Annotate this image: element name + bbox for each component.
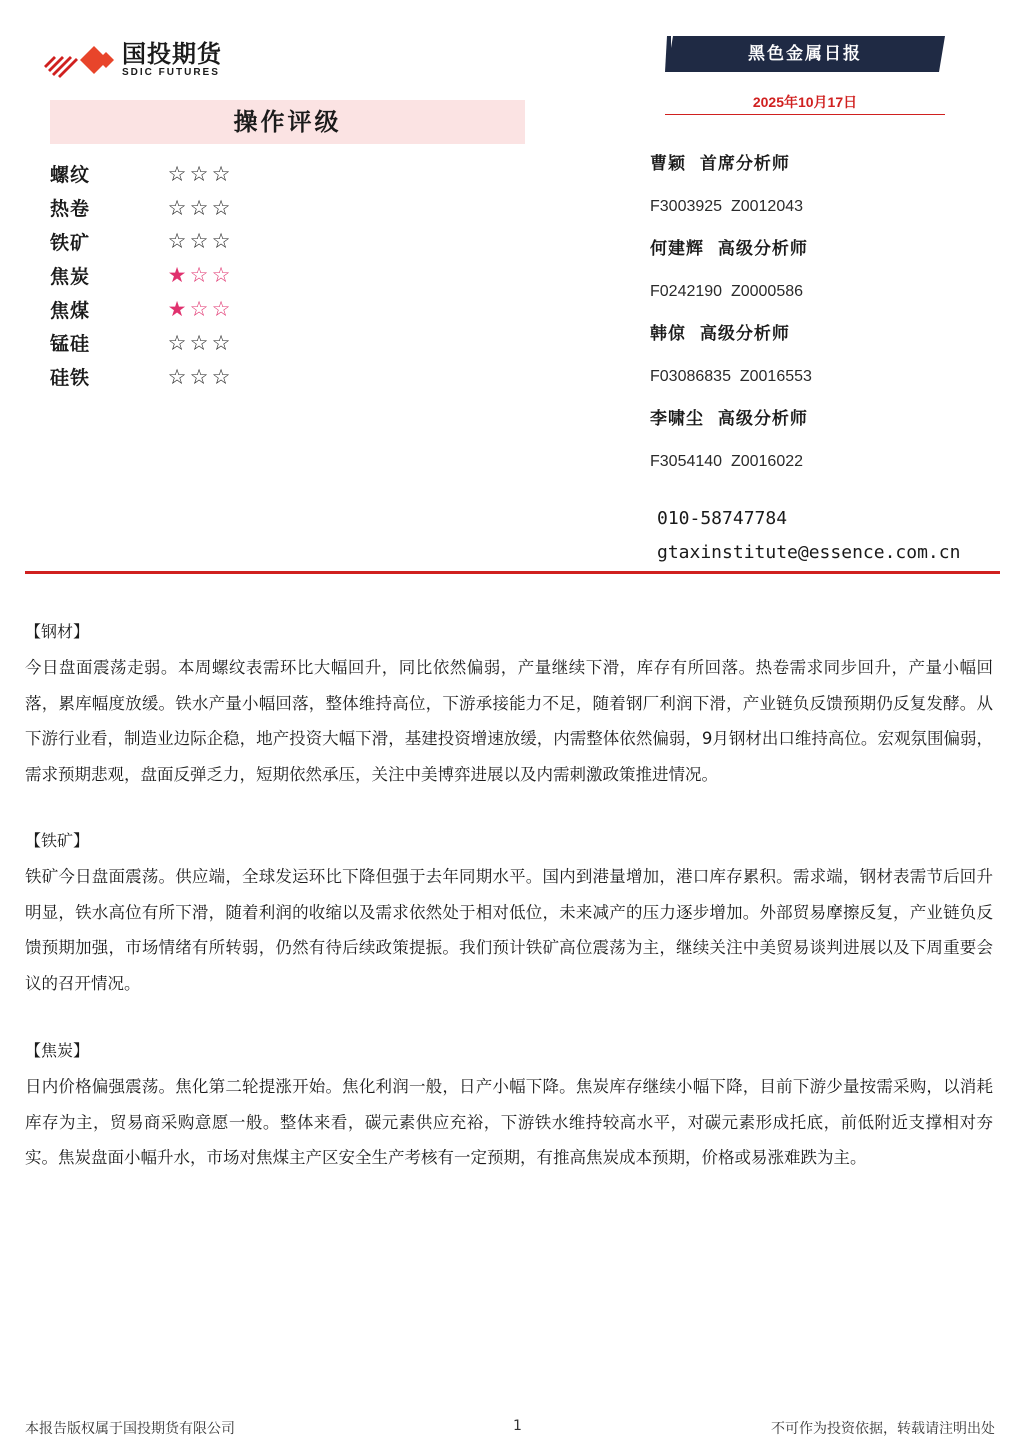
section-steel (25, 614, 993, 792)
star-empty-icon: ☆ (211, 263, 231, 288)
star-empty-icon: ☆ (167, 364, 187, 389)
rating-name: 锰硅 (50, 333, 91, 356)
star-empty-icon: ☆ (211, 229, 231, 254)
rating-stars (166, 196, 232, 220)
section-heading: 【焦炭】 (25, 1041, 90, 1060)
star-empty-icon: ☆ (211, 297, 231, 322)
report-type-banner (665, 36, 945, 72)
star-empty-icon: ☆ (189, 195, 209, 220)
footer-copyright: 本报告版权属于国投期货有限公司 (25, 1421, 235, 1437)
star-empty-icon: ☆ (189, 364, 209, 389)
section-body: 铁矿今日盘面震荡。供应端，全球发运环比下降但强于去年同期水平。国内到港量增加，港口库存累积。需求端，钢材表需节后回升明显，铁水高位有所下滑，随着利润的收缩以及需求依然处于相对低位，未来减产的压力逐步增加。外部贸易摩擦反复，产业链负反馈预期加强，市场情绪有所转弱，仍然有待后续政策提振。我们预计铁矿高位震荡为主，继续关注中美贸易谈判进展以及下周重要会议的召开情况。 (25, 867, 993, 993)
star-filled-icon: ★ (167, 263, 187, 288)
rating-panel-title: 操作评级 (50, 100, 525, 144)
rating-row (50, 360, 232, 394)
logo-mark-icon (42, 40, 118, 80)
rating-row (50, 258, 232, 292)
rating-row (50, 157, 232, 191)
rating-name: 螺纹 (50, 164, 91, 187)
star-empty-icon: ☆ (189, 297, 209, 322)
contact-email[interactable]: gtaxinstitute@essence.com.cn (657, 542, 961, 563)
section-body: 日内价格偏强震荡。焦化第二轮提涨开始。焦化利润一般，日产小幅下降。焦炭库存继续小幅下降，目前下游少量按需采购，以消耗库存为主，贸易商采购意愿一般。整体来看，碳元素供应充裕，下游铁水维持较高水平，对碳元素形成托底，前低附近支撑相对夯实。焦炭盘面小幅升水，市场对焦煤主产区安全生产考核有一定预期，有推高焦炭成本预期，价格或易涨难跌为主。 (25, 1077, 993, 1167)
star-empty-icon: ☆ (167, 195, 187, 220)
logo-cn-text: 国投期货 (122, 40, 222, 68)
star-empty-icon: ☆ (211, 195, 231, 220)
rating-name: 硅铁 (50, 367, 91, 390)
rating-name: 焦煤 (50, 299, 91, 322)
star-empty-icon: ☆ (189, 229, 209, 254)
analyst-name: 李啸尘 高级分析师 (650, 409, 808, 429)
contact-phone: 010-58747784 (657, 508, 788, 529)
star-empty-icon: ☆ (211, 161, 231, 186)
logo-en-text: SDIC FUTURES (122, 67, 220, 78)
section-iron-ore (25, 823, 993, 1001)
rating-name: 铁矿 (50, 231, 91, 254)
star-empty-icon: ☆ (167, 330, 187, 355)
rating-name: 焦炭 (50, 265, 91, 288)
rating-row (50, 292, 232, 326)
footer-page-number: 1 (513, 1418, 522, 1434)
star-empty-icon: ☆ (211, 330, 231, 355)
rating-list (50, 157, 232, 394)
star-filled-icon: ★ (167, 297, 187, 322)
analyst-certificate: F3003925 Z0012043 (650, 198, 804, 215)
star-empty-icon: ☆ (189, 161, 209, 186)
star-empty-icon: ☆ (189, 330, 209, 355)
section-body: 今日盘面震荡走弱。本周螺纹表需环比大幅回升，同比依然偏弱，产量继续下滑，库存有所回落。热卷需求同步回升，产量小幅回落，累库幅度放缓。铁水产量小幅回落，整体维持高位，下游承接能力不足，随着钢厂利润下滑，产业链负反馈预期仍反复发酵。从下游行业看，制造业边际企稳，地产投资大幅下滑，基建投资增速放缓，内需整体依然偏弱，9月钢材出口维持高位。宏观氛围偏弱，需求预期悲观，盘面反弹乏力，短期依然承压，关注中美博弈进展以及内需刺激政策推进情况。 (25, 658, 993, 784)
header-divider (25, 571, 1000, 574)
analyst-certificate: F0242190 Z0000586 (650, 283, 804, 300)
star-empty-icon: ☆ (167, 229, 187, 254)
date-underline (665, 114, 945, 115)
rating-stars (166, 297, 232, 321)
report-type-title: 黑色金属日报 (748, 44, 862, 64)
section-coke (25, 1033, 993, 1176)
analyst-certificate: F03086835 Z0016553 (650, 368, 812, 385)
analyst-list (650, 146, 990, 486)
analyst-name: 韩倞 高级分析师 (650, 324, 790, 344)
rating-row (50, 326, 232, 360)
rating-stars (166, 365, 232, 389)
star-empty-icon: ☆ (167, 161, 187, 186)
star-empty-icon: ☆ (189, 263, 209, 288)
rating-stars (166, 331, 232, 355)
analyst-name: 何建辉 高级分析师 (650, 239, 808, 259)
rating-stars (166, 229, 232, 253)
footer-disclaimer: 不可作为投资依据，转载请注明出处 (771, 1421, 995, 1437)
analyst-certificate: F3054140 Z0016022 (650, 453, 804, 470)
section-heading: 【钢材】 (25, 622, 90, 641)
rating-stars (166, 263, 232, 287)
company-logo (42, 40, 222, 80)
rating-name: 热卷 (50, 198, 91, 221)
rating-row (50, 191, 232, 225)
section-heading: 【铁矿】 (25, 831, 90, 850)
rating-stars (166, 162, 232, 186)
star-empty-icon: ☆ (211, 364, 231, 389)
analyst-name: 曹颖 首席分析师 (650, 154, 790, 174)
report-date: 2025年10月17日 (752, 94, 858, 110)
rating-row (50, 225, 232, 259)
